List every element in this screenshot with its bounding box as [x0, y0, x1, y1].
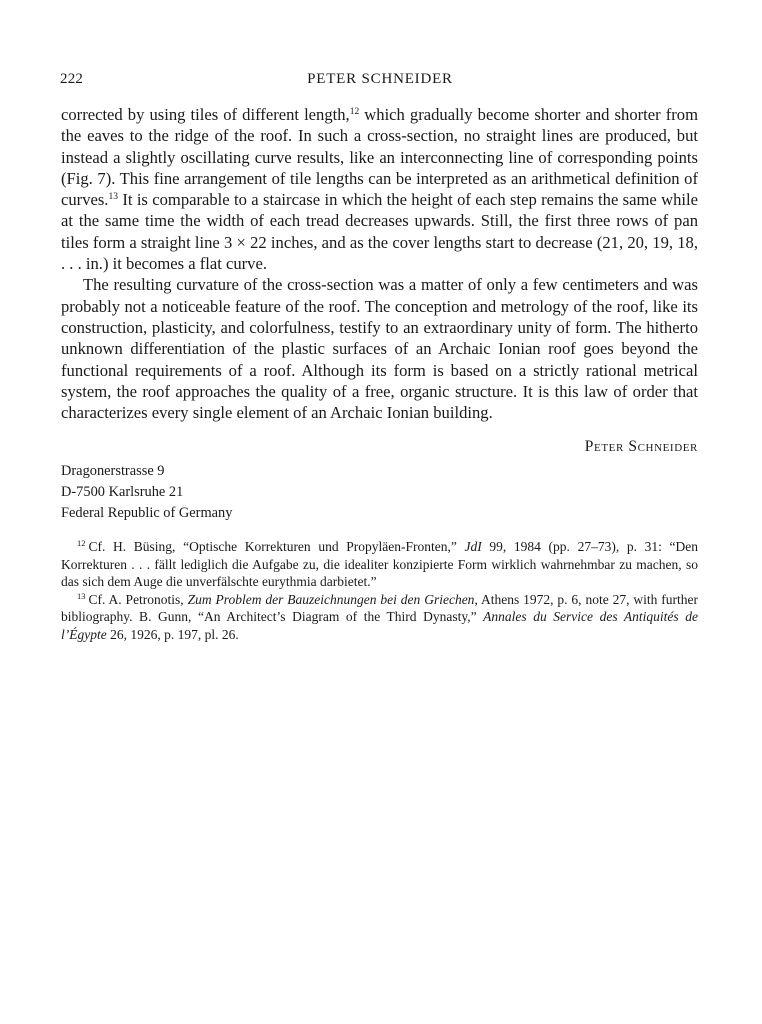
paragraph-1-text-b: which gradually become shorter and shorter from the eaves to the ridge of the roof. In such a cross-section, no straight lines are produced, but instead a slightly oscillating curve results, like an interconnecting line of corresponding points (Fig. 7). This fine arrangement of tile lengths can be interpreted as an arithmetical definition of curves. — [61, 105, 698, 210]
running-head — [60, 71, 700, 91]
page-number: 222 — [60, 71, 84, 87]
footnote-12-journal: JdI — [464, 539, 482, 554]
paragraph-1 — [61, 104, 698, 274]
footnote-12-text-a: Cf. H. Büsing, “Optische Korrekturen und Propyläen-Fronten,” — [88, 539, 465, 554]
footnotes — [61, 538, 698, 643]
footnote-13-text-b: , Athens 1972, p. 6, note 27, with further bibliography. B. Gunn, “An Architect’s Diagram of the Third Dynasty,” — [61, 591, 698, 624]
running-title: PETER SCHNEIDER — [307, 71, 453, 87]
footnote-13-mark: 13 — [77, 590, 86, 601]
footnote-13-title-1: Zum Problem der Bauzeichnungen bei den Griechen — [187, 591, 475, 607]
paragraph-2: The resulting curvature of the cross-section was a matter of only a few centimeters and was probably not a noticeable feature of the roof. The conception and metrology of the roof, like its construction, plasticity, and colorfulness, testify to an extraordinary unity of form. The hitherto unknown differentiation of the plastic surfaces of an Archaic Ionian roof goes beyond the functional requirements of a roof. Although its form is based on a strictly rational metrical system, the roof approaches the quality of a free, organic structure. It is this law of order that characterizes every single element of an Archaic Ionian building. — [61, 275, 698, 423]
footnote-12-mark: 12 — [77, 538, 86, 548]
footnote-13-title-2: Annales du Service des Antiquités de l’Égypte — [61, 609, 698, 642]
author-address — [61, 461, 232, 524]
footnote-13-text-c: 26, 1926, p. 197, pl. 26. — [106, 626, 239, 642]
footnote-12 — [61, 538, 698, 591]
address-city: D-7500 Karlsruhe 21 — [61, 484, 184, 500]
footnote-13-text-a: Cf. A. Petronotis, — [88, 591, 188, 607]
paragraph-1-text-a: corrected by using tiles of different length, — [61, 105, 350, 124]
footnote-12-text-b: 99, 1984 (pp. 27–73), p. 31: “Den Korrekturen . . . fällt lediglich die Aufgabe zu, die idealiter konzipierte Form wirklich wahrnehmbar zu machen, so das sich dem Auge die unverfälschte eurythmia darbietet.” — [61, 539, 698, 589]
footnote-ref-12[interactable]: 12 — [349, 107, 360, 117]
author-signature: Peter Schneider — [584, 438, 698, 455]
address-country: Federal Republic of Germany — [61, 505, 233, 521]
footnote-ref-13[interactable]: 13 — [108, 192, 118, 203]
body-text — [61, 104, 698, 423]
address-street: Dragonerstrasse 9 — [61, 463, 165, 479]
footnote-13 — [61, 591, 698, 644]
paragraph-1-text-c: It is comparable to a staircase in which the height of each step remains the same while at the same time the width of each tread decreases upwards. Still, the first three rows of pan tiles form a straight line 3 × 22 inches, and as the cover lengths start to decrease (21, 20, 19, 18, . . . in.) it becomes a flat curve. — [61, 190, 698, 274]
